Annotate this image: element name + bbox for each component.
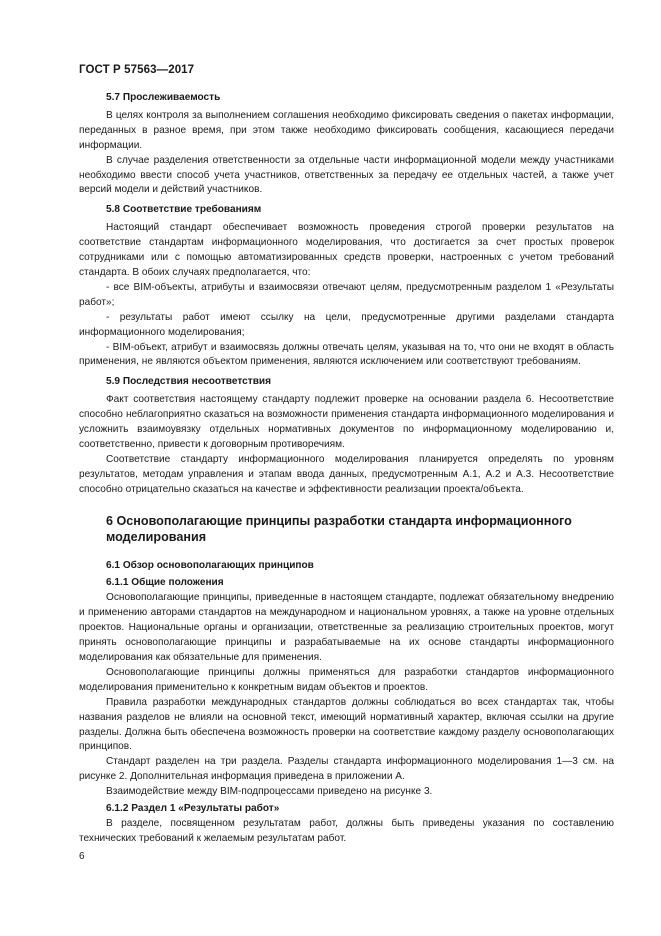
paragraph: В случае разделения ответственности за отдельные части информационной модели между участниками необходимо ввести способ учета участников, ответственных за передачу ее отдельных частей, а также учет версий модели и действий участников. xyxy=(79,154,614,196)
section-6-heading: 6 Основополагающие принципы разработки стандарта информационного моделирования xyxy=(106,513,572,544)
paragraph: Основополагающие принципы, приведенные в настоящем стандарте, подлежат обязательному внедрению и применению авторами стандартов на международном и национальном уровнях, а также на уровне отдельных проектов. Национальные органы и организации, ответственные за реализацию строительных проектов, могут принять основополагающие принципы и разрабатываемые на их основе стандарты информационного моделирования как обязательные для применения. xyxy=(79,592,614,663)
paragraph: Настоящий стандарт обеспечивает возможность проведения строгой проверки результатов на соответствие стандартам информационного моделирования, что достигается за счет простых проверок сотрудниками или с помощью автоматизированных средств проверки, настроенных с учетом требований стандарта. В обоих случаях предполагается, что: xyxy=(79,222,614,278)
document-header: ГОСТ Р 57563—2017 xyxy=(79,64,195,76)
section-5-9-heading: 5.9 Последствия несоответствия xyxy=(106,376,271,388)
subsection-6-1-heading: 6.1 Обзор основополагающих принципов xyxy=(106,559,314,571)
paragraph: Факт соответствия настоящему стандарту подлежит проверке на основании раздела 6. Несоответствие способно неблагоприятно сказаться на возможности применения стандарта информационного моделирования и усложнить взаимоувязку отдельных нормативных документов по информационному моделированию и, соответственно, привести к договорным противоречиям. xyxy=(79,394,614,450)
page-body xyxy=(79,91,614,847)
paragraph: В разделе, посвященном результатам работ, должны быть приведены указания по составлению технических требований к желаемым результатам работ. xyxy=(79,817,614,844)
subsection-6-1-1-heading: 6.1.1 Общие положения xyxy=(106,577,224,589)
section-5-8-heading: 5.8 Соответствие требованиям xyxy=(106,204,262,216)
list-item: - BIM-объект, атрибут и взаимосвязь должны отвечать целям, указывая на то, что они не входят в область применения, не являются объектом применения, являются исключением или соответствуют требованиям. xyxy=(79,341,614,368)
paragraph: В целях контроля за выполнением соглашения необходимо фиксировать сведения о пакетах информации, переданных в разное время, при этом также необходимо фиксировать сообщения, касающиеся передачи информации. xyxy=(79,109,614,151)
section-5-7-heading: 5.7 Прослеживаемость xyxy=(106,92,221,103)
list-item: - все BIM-объекты, атрибуты и взаимосвязи отвечают целям, предусмотренным разделом 1 «Результаты работ»; xyxy=(79,281,614,308)
subsection-6-1-2-heading: 6.1.2 Раздел 1 «Результаты работ» xyxy=(106,803,280,815)
page-number: 6 xyxy=(79,851,85,862)
paragraph: Стандарт разделен на три раздела. Разделы стандарта информационного моделирования 1—3 см. на рисунке 2. Дополнительная информация приведена в приложении А. xyxy=(79,756,614,783)
paragraph: Взаимодействие между BIM-подпроцессами приведено на рисунке 3. xyxy=(106,786,433,798)
paragraph: Основополагающие принципы должны применяться для разработки стандартов информационного моделирования применительно к конкретным видам объектов и проектов. xyxy=(79,666,614,693)
list-item: - результаты работ имеют ссылку на цели, предусмотренные другими разделами стандарта информационного моделирования; xyxy=(79,311,614,338)
paragraph: Соответствие стандарту информационного моделирования планируется определять по уровням результатов, методам управления и этапам ввода данных, предусмотренным А.1, А.2 и А.3. Несоответствие способно отрицательно сказаться на качестве и эффективности реализации проекта/объекта. xyxy=(79,453,614,495)
paragraph: Правила разработки международных стандартов должны соблюдаться во всех стандартах так, чтобы названия разделов не влияли на основной текст, имеющий нормативный характер, включая ссылки на другие разделы. Должна быть обеспечена возможность проверки на соответствие каждому разделу основополагающих принципов. xyxy=(79,696,614,753)
